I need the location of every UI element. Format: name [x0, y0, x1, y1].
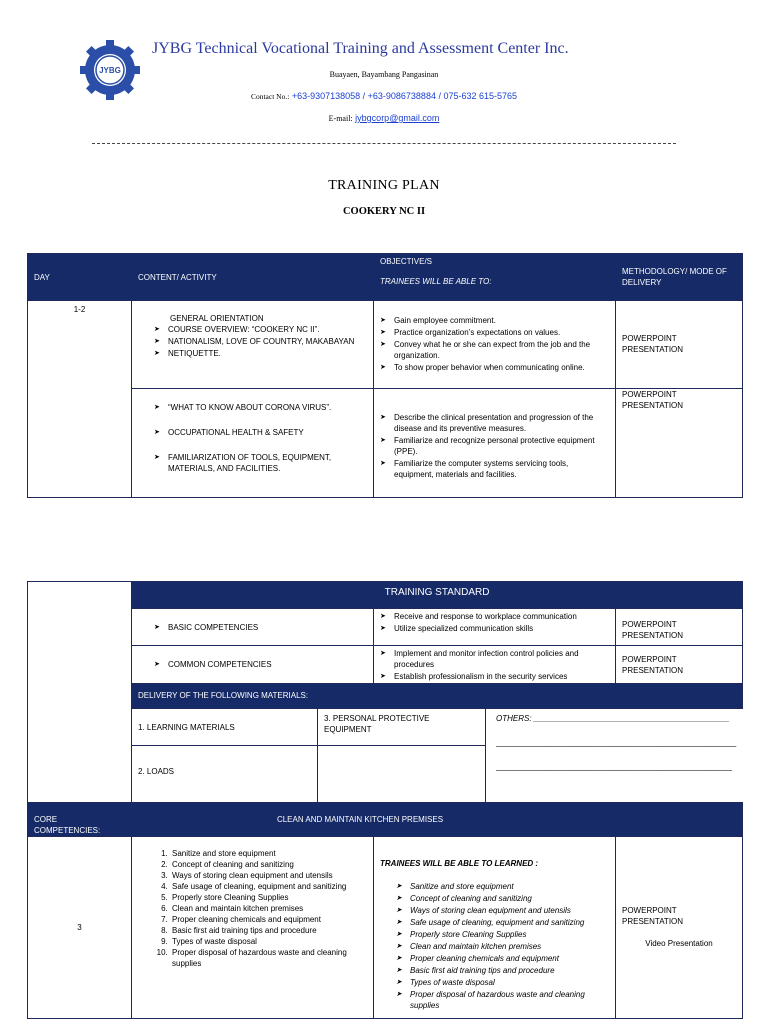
list-item: 9. Types of waste disposal [170, 936, 367, 947]
document-title: TRAINING PLAN [328, 178, 440, 193]
ppe-cell: 3. PERSONAL PROTECTIVE EQUIPMENT [318, 709, 486, 746]
header-objective [374, 254, 616, 301]
letterhead [0, 0, 768, 160]
header-objective-sub: TRAINEES WILL BE ABLE TO: [380, 277, 492, 286]
list-item: ➤ Basic first aid training tips and procedure [396, 965, 609, 976]
list-item: ➤ Safe usage of cleaning, equipment and sanitizing [396, 917, 609, 928]
list-item: ➤ Proper cleaning chemicals and equipment [396, 953, 609, 964]
list-item: 7. Proper cleaning chemicals and equipment [170, 914, 367, 925]
list-item: ➤ Familiarize the computer systems servicing tools, equipment, materials and facilities. [380, 458, 609, 480]
training-standard-title: TRAINING STANDARD [132, 582, 743, 609]
header-content: CONTENT/ ACTIVITY [132, 254, 374, 301]
list-item: ➤ Familiarize and recognize personal protective equipment (PPE). [380, 435, 609, 457]
method-cell [616, 837, 743, 1019]
delivery-heading: DELIVERY OF THE FOLLOWING MATERIALS: [132, 684, 743, 709]
list-item: ➤ NETIQUETTE. [154, 348, 367, 359]
table-row [28, 582, 743, 609]
others-cell [486, 709, 743, 803]
table-row [28, 803, 743, 837]
objective-cell [374, 837, 616, 1019]
divider [92, 143, 676, 144]
day-cell: 1-2 [28, 301, 132, 498]
document-subtitle: COOKERY NC II [342, 206, 426, 217]
method-cell: POWERPOINT PRESENTATION [616, 609, 743, 646]
list-item: 1. Sanitize and store equipment [170, 848, 367, 859]
list-item: 8. Basic first aid training tips and procedure [170, 925, 367, 936]
organization-name: JYBG Technical Vocational Training and Assessment Center Inc. [152, 40, 569, 57]
objective-heading: TRAINEES WILL BE ABLE TO LEARNED : [380, 859, 539, 868]
list-item: ➤ Types of waste disposal [396, 977, 609, 988]
list-item: 5. Properly store Cleaning Supplies [170, 892, 367, 903]
contact-line [0, 91, 768, 101]
list-item: 2. Concept of cleaning and sanitizing [170, 859, 367, 870]
email-label: E-mail: [328, 114, 353, 123]
list-item: ➤ Properly store Cleaning Supplies [396, 929, 609, 940]
header-method: METHODOLOGY/ MODE OF DELIVERY [616, 254, 743, 301]
list-item: ➤ Proper disposal of hazardous waste and cleaning supplies [396, 989, 609, 1011]
method-label: POWERPOINT PRESENTATION [622, 906, 684, 926]
list-item: ➤ Establish professionalism in the security services [380, 671, 609, 682]
list-item: ➤ OCCUPATIONAL HEALTH & SAFETY [154, 427, 367, 438]
blank-cell [28, 582, 132, 803]
others-line: _____________________________________________________ [496, 762, 732, 771]
core-competencies-label: CORE COMPETENCIES: [28, 803, 132, 837]
objective-cell [374, 301, 616, 389]
list-item: ➤ Concept of cleaning and sanitizing [396, 893, 609, 904]
table-row [28, 684, 743, 709]
list-item: ➤ Practice organization’s expectations on values. [380, 327, 609, 338]
list-item: ➤ Describe the clinical presentation and progression of the disease and its preventive measures. [380, 412, 609, 434]
objective-cell [374, 389, 616, 498]
others-line: ______________________________________________________ [496, 738, 737, 747]
training-plan-table [27, 253, 743, 498]
list-item: ➤ FAMILIARIZATION OF TOOLS, EQUIPMENT, MATERIALS, AND FACILITIES. [154, 452, 367, 474]
others-label: OTHERS: ____________________________________________ [496, 714, 730, 723]
content-cell [132, 301, 374, 389]
objective-cell [374, 609, 616, 646]
objective-cell [374, 646, 616, 684]
training-standard-table [27, 581, 743, 803]
method-label-2: Video Presentation [645, 939, 713, 948]
list-item: 3. Ways of storing clean equipment and utensils [170, 870, 367, 881]
basic-competencies-cell [132, 609, 374, 646]
header-day: DAY [28, 254, 132, 301]
list-item: ➤ COURSE OVERVIEW: “COOKERY NC II”. [154, 324, 367, 335]
logo-text: JYBG [99, 66, 121, 75]
content-cell [132, 389, 374, 498]
table-row [28, 837, 743, 1019]
core-competencies-table [27, 802, 743, 1019]
contact-label: Contact No.: [250, 92, 290, 101]
list-item: ➤ Utilize specialized communication skills [380, 623, 609, 634]
header-objective-label: OBJECTIVE/S [380, 257, 433, 266]
method-cell: POWERPOINT PRESENTATION [616, 389, 743, 498]
list-item: 6. Clean and maintain kitchen premises [170, 903, 367, 914]
table-row [28, 609, 743, 646]
list-item: ➤ Sanitize and store equipment [396, 881, 609, 892]
blank-cell [318, 746, 486, 803]
day-cell: 3 [28, 837, 132, 1019]
table-row [28, 389, 743, 498]
table-row [28, 301, 743, 389]
loads-cell: 2. LOADS [132, 746, 318, 803]
core-competencies-title: CLEAN AND MAINTAIN KITCHEN PREMISES [132, 803, 743, 837]
content-intro: GENERAL ORIENTATION [170, 314, 264, 323]
list-item: ➤ To show proper behavior when communicating online. [380, 362, 609, 373]
contact-numbers: +63-9307138058 / +63-9086738884 / 075-632 615-5765 [291, 91, 518, 101]
list-item: ➤ Receive and response to workplace communication [380, 611, 609, 622]
table-row [28, 646, 743, 684]
list-item: 4. Safe usage of cleaning, equipment and sanitizing [170, 881, 367, 892]
list-item: 10. Proper disposal of hazardous waste and cleaning supplies [170, 947, 367, 969]
common-competencies-cell [132, 646, 374, 684]
list-item: ➤ Clean and maintain kitchen premises [396, 941, 609, 952]
table-row [28, 709, 743, 746]
method-cell: POWERPOINT PRESENTATION [616, 646, 743, 684]
list-item: ➤ NATIONALISM, LOVE OF COUNTRY, MAKABAYAN [154, 336, 367, 347]
common-competencies-label: ➤ COMMON COMPETENCIES [154, 659, 367, 670]
list-item: ➤ Ways of storing clean equipment and utensils [396, 905, 609, 916]
email-link[interactable]: jybgcorp@gmail.com [355, 113, 440, 123]
list-item: ➤ Implement and monitor infection control policies and procedures [380, 648, 609, 670]
address: Buayaen, Bayambang Pangasinan [329, 70, 439, 79]
email-line [0, 113, 768, 123]
table-header-row [28, 254, 743, 301]
basic-competencies-label: ➤ BASIC COMPETENCIES [154, 622, 367, 633]
list-item: ➤ Gain employee commitment. [380, 315, 609, 326]
list-item: ➤ Convey what he or she can expect from the job and the organization. [380, 339, 609, 361]
list-item: ➤ “WHAT TO KNOW ABOUT CORONA VIRUS”. [154, 402, 367, 413]
method-cell: POWERPOINT PRESENTATION [616, 301, 743, 389]
content-cell [132, 837, 374, 1019]
learning-materials-cell: 1. LEARNING MATERIALS [132, 709, 318, 746]
